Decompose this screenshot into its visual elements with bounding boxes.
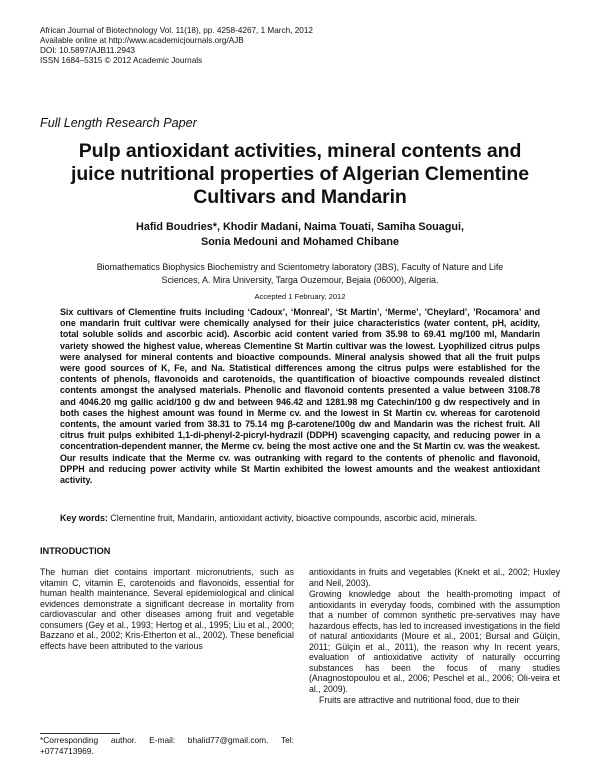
authors-line-1: Hafid Boudries*, Khodir Madani, Naima Touati, Samiha Souagui,: [136, 221, 464, 233]
issn: ISSN 1684–5315 © 2012 Academic Journals: [40, 56, 203, 65]
column-right: [309, 567, 560, 706]
paper-title: [0, 140, 600, 209]
affiliation: Biomathematics Biophysics Biochemistry and Scientometry laboratory (3BS), Faculty of Nature and Life Sciences, A. Mira University, Targa Ouzemour, Bejaia (06000), Algeria.: [96, 262, 504, 285]
authors-line-2: Sonia Medouni and Mohamed Chibane: [201, 236, 399, 248]
column-left: [40, 567, 294, 651]
keywords: [60, 513, 540, 524]
keywords-label: Key words:: [60, 513, 108, 523]
corresponding-author-footnote: *Corresponding author. E-mail: bhalid77@gmail.com. Tel: +0774713969.: [40, 735, 294, 756]
intro-paragraph-3: Growing knowledge about the health-promoting impact of antioxidants in everyday foods, combined with the assumption that a number of common synthetic pre-servatives may have hazardous effects, has led to increased investigations in the field of natural antioxidants (Moure et al., 2001; Bursal and Gülçin, 2011; Gülçin et al., 2011), the reason why In recent years, evaluation of antioxidative activity of naturally occurring substances has been the focus of many studies (Anagnostopoulou et al., 2006; Peschel et al., 2006; Oli-veira et al., 2009).: [309, 589, 560, 694]
author-list: [0, 220, 600, 250]
keywords-text: Clementine fruit, Mandarin, antioxidant activity, bioactive compounds, ascorbic acid, minerals.: [107, 513, 478, 523]
accepted-date: Accepted 1 February, 2012: [254, 292, 346, 301]
abstract: Six cultivars of Clementine fruits including ‘Cadoux’, ‘Monreal’, ‘St Martin’, ‘Merme’, ’Cheylard’, ’Rocamora’ and one mandarin fruit cultivar were chemically analysed for their juice characteristics (water content, pH, acidity, total soluble solids and ascorbic acid). Ascorbic acid content varied from 35.98 to 69.41 mg/100 ml, Mandarin variety showed the highest value, whereas Clementine St Martin cultivar was the lowest. Lyophilized citrus pulps were analysed for mineral contents and bioactive compounds. Mineral analysis showed that all the fruit pulps were good sources of K, Fe, and Na. Statistical differences among the citrus pulps were established for the contents of phenols, flavonoids and carotenoids, the quantification of bioactive compounds revealed distinct contents amongst the analysed materials. Phenolic and flavonoid contents presented a value between 3108.78 and 4046.20 mg gallic acid/100 g dw and between 946.42 and 1281.98 mg Catechin/100 g dw respectively and in both cases the highest amount was found in Merme cv. and the lowest in St Martin cv. whereas for carotenoid contents, the amount varied from 38.31 to 75.14 mg β-carotene/100g dw and Mandarin was the richest fruit. All citrus fruit pulps exhibited 1,1-di-phenyl-2-picryl-hydrazil (DDPH) scavenging capacity, and reducing power in a concentration-dependent manner, the Merme cv. being the most active one and the St Martin cv. was the weakest. Our results indicate that the Merme cv. was outranking with regard to the contents of phenolic and flavonoid, DPPH and reducing power activity while St Martin exhibited the lowest amounts and the weakest antioxidant activity.: [60, 307, 540, 486]
doi: DOI: 10.5897/AJB11.2943: [40, 46, 135, 55]
section-heading-introduction: INTRODUCTION: [40, 546, 111, 556]
footnote-divider: [40, 733, 120, 734]
journal-url: Available online at http://www.academicjournals.org/AJB: [40, 36, 244, 45]
intro-paragraph-1: The human diet contains important micronutrients, such as vitamin C, vitamin E, carotenoids and flavonoids, essential for human health maintenance. Several epidemiological and clinical evidences demonstrate a significant decrease in mortality from cardiovascular and other diseases among fruit and vegetable consumers (Gey et al., 1993; Hertog et al., 1995; Liu et al., 2000; Bazzano et al., 2002; Kris-Etherton et al., 2002). These beneficial effects have been attributed to the various: [40, 567, 294, 651]
intro-paragraph-2: antioxidants in fruits and vegetables (Knekt et al., 2002; Huxley and Neil, 2003).: [309, 567, 560, 588]
article-type: Full Length Research Paper: [40, 116, 197, 130]
journal-header: [40, 26, 313, 66]
paper-title-text: Pulp antioxidant activities, mineral contents and juice nutritional properties of Algerian Clementine Cultivars and Mandarin: [71, 140, 529, 208]
intro-paragraph-4: Fruits are attractive and nutritional food, due to their: [319, 695, 520, 705]
journal-citation: African Journal of Biotechnology Vol. 11(18), pp. 4258-4267, 1 March, 2012: [40, 26, 313, 35]
